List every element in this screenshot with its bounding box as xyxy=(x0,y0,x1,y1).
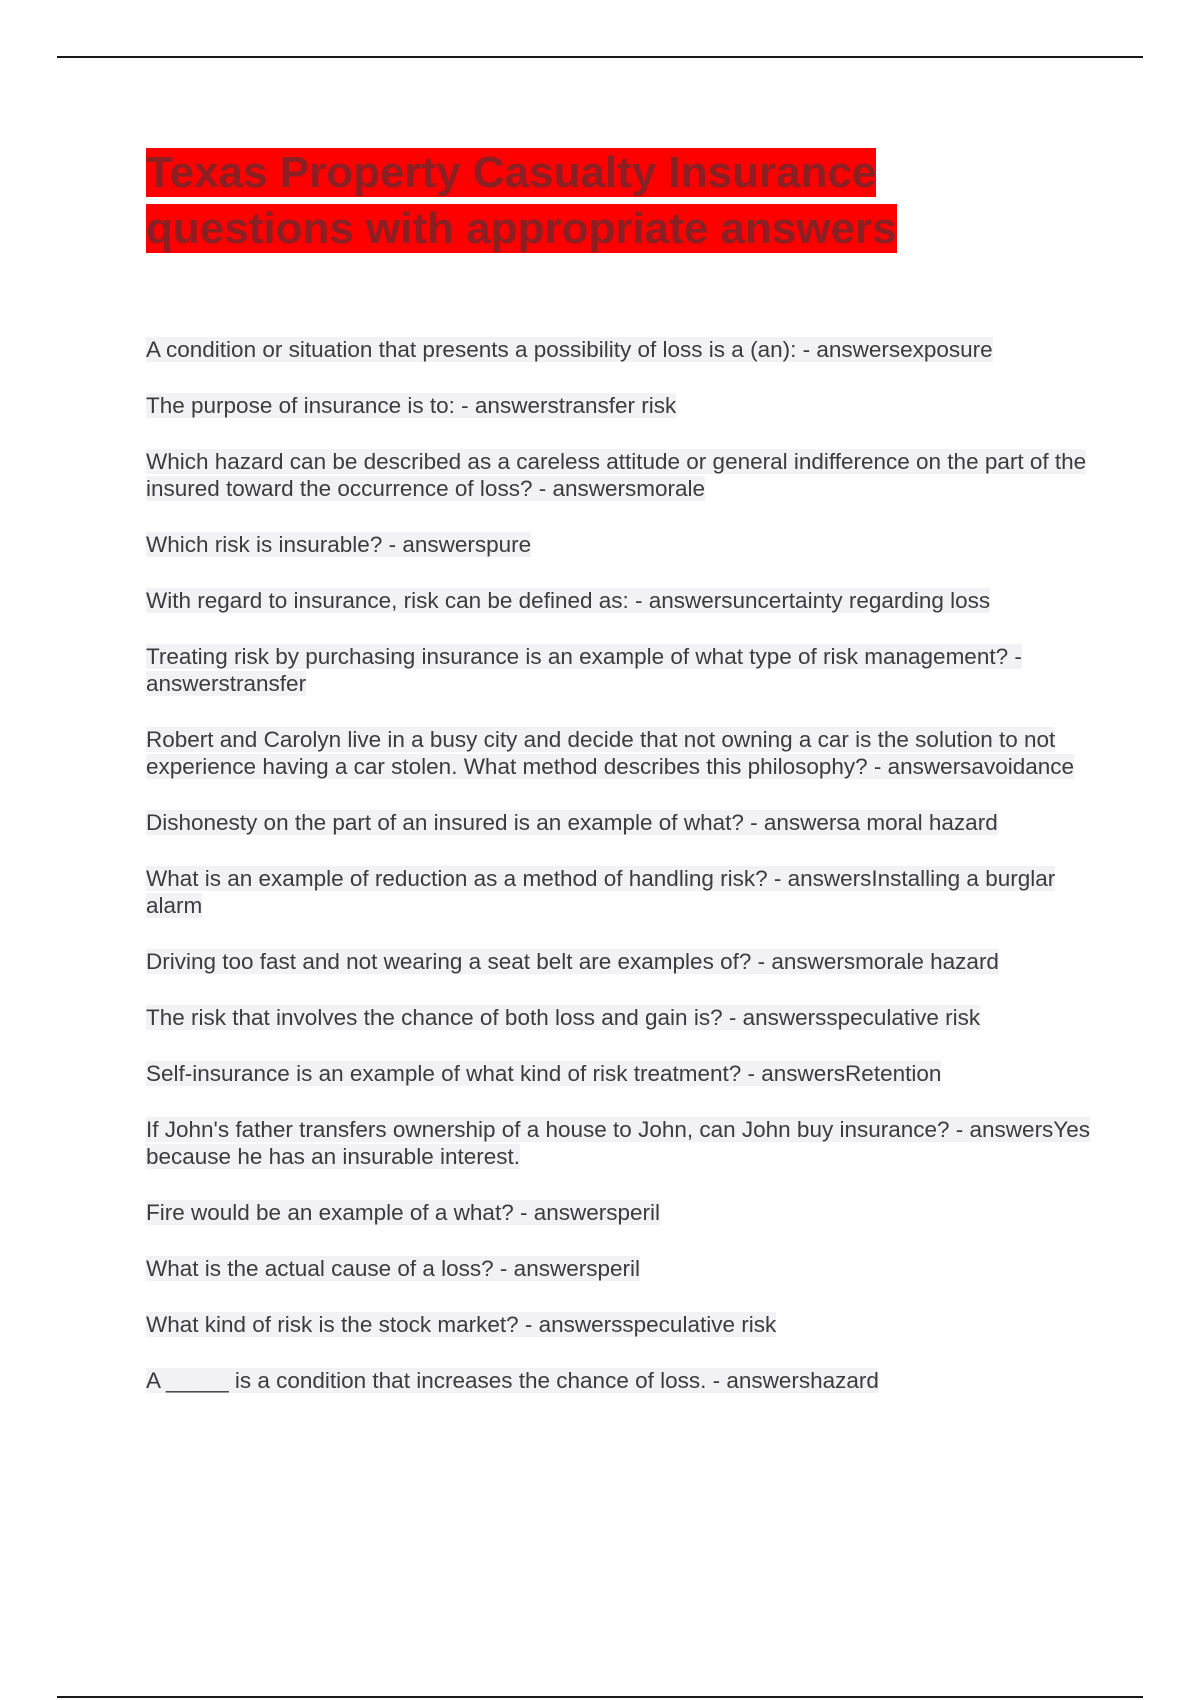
qa-text: Robert and Carolyn live in a busy city and decide that not owning a car is the solution to not experience having a car stolen. What method describes this philosophy? - answersavoidance xyxy=(146,727,1075,779)
qa-item xyxy=(146,587,1096,614)
qa-item xyxy=(146,1199,1096,1226)
qa-text: With regard to insurance, risk can be defined as: - answersuncertainty regarding loss xyxy=(146,588,991,613)
qa-item xyxy=(146,336,1096,363)
qa-text: A condition or situation that presents a possibility of loss is a (an): - answersexposure xyxy=(146,337,993,362)
qa-item xyxy=(146,1255,1096,1282)
qa-text: A _____ is a condition that increases the chance of loss. - answershazard xyxy=(146,1368,879,1393)
qa-item xyxy=(146,643,1096,697)
qa-text: Fire would be an example of a what? - answersperil xyxy=(146,1200,661,1225)
qa-text: What kind of risk is the stock market? - answersspeculative risk xyxy=(146,1312,777,1337)
qa-item xyxy=(146,1116,1096,1170)
qa-item xyxy=(146,1367,1096,1394)
qa-text: Which risk is insurable? - answerspure xyxy=(146,532,532,557)
qa-text: If John's father transfers ownership of a house to John, can John buy insurance? - answersYes because he has an insurable interest. xyxy=(146,1117,1091,1169)
qa-item xyxy=(146,1004,1096,1031)
qa-text: Driving too fast and not wearing a seat belt are examples of? - answersmorale hazard xyxy=(146,949,999,974)
qa-item xyxy=(146,948,1096,975)
qa-text: What is the actual cause of a loss? - answersperil xyxy=(146,1256,640,1281)
top-rule xyxy=(57,56,1143,58)
qa-text: Treating risk by purchasing insurance is an example of what type of risk management? - answerstransfer xyxy=(146,644,1022,696)
qa-item xyxy=(146,1311,1096,1338)
qa-item xyxy=(146,531,1096,558)
qa-text: The risk that involves the chance of both loss and gain is? - answersspeculative risk xyxy=(146,1005,981,1030)
qa-list xyxy=(146,336,1096,1423)
qa-item xyxy=(146,809,1096,836)
qa-text: What is an example of reduction as a method of handling risk? - answersInstalling a burglar alarm xyxy=(146,866,1056,918)
qa-text: Self-insurance is an example of what kind of risk treatment? - answersRetention xyxy=(146,1061,942,1086)
qa-text: The purpose of insurance is to: - answerstransfer risk xyxy=(146,393,677,418)
qa-text: Which hazard can be described as a careless attitude or general indifference on the part of the insured toward the occurrence of loss? - answersmorale xyxy=(146,449,1087,501)
qa-item xyxy=(146,726,1096,780)
title-line-2: questions with appropriate answers xyxy=(146,204,897,253)
qa-item xyxy=(146,1060,1096,1087)
qa-item xyxy=(146,448,1096,502)
bottom-rule xyxy=(57,1696,1143,1698)
qa-item xyxy=(146,865,1096,919)
title-line-1: Texas Property Casualty Insurance xyxy=(146,148,877,197)
qa-text: Dishonesty on the part of an insured is an example of what? - answersa moral hazard xyxy=(146,810,998,835)
qa-item xyxy=(146,392,1096,419)
document-title xyxy=(146,145,1146,257)
